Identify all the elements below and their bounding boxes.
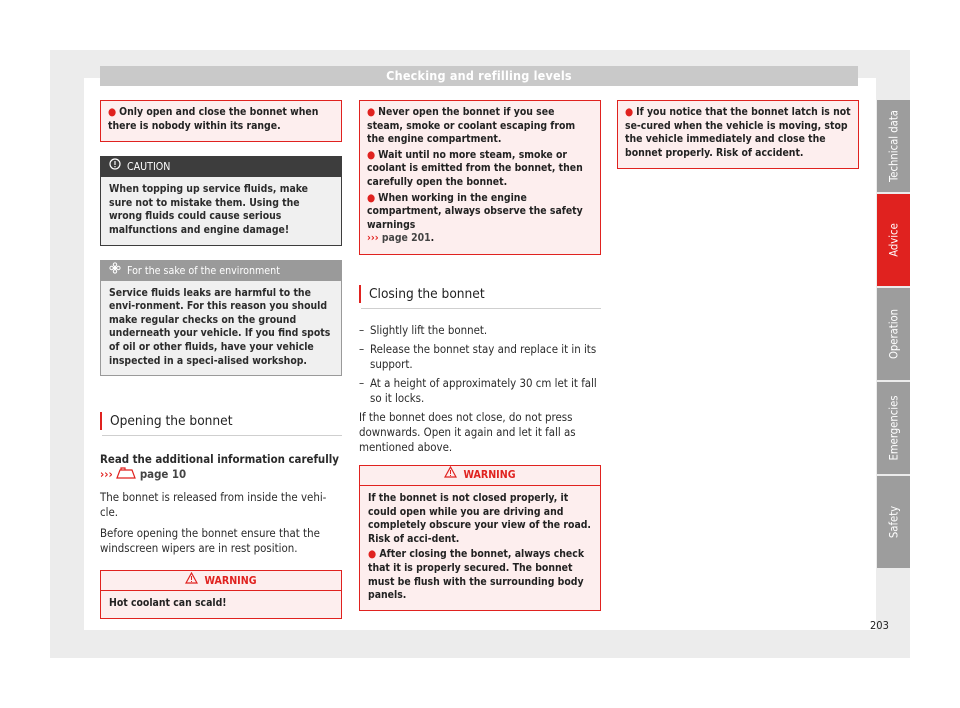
column-2 (359, 100, 601, 611)
book-icon (116, 467, 136, 484)
warning-bullet: ● Only open and close the bonnet when there is nobody within its range. (108, 106, 319, 132)
list-item: – Release the bonnet stay and replace it in its support. (359, 341, 597, 371)
warning-continuation-box (359, 100, 601, 255)
bullet-icon: ● (625, 106, 634, 118)
page-reference-link[interactable]: ››› page 10 (100, 467, 186, 481)
bullet-icon: ● (368, 548, 380, 561)
warning-header (101, 571, 341, 591)
bullet-icon: ● (108, 106, 117, 118)
page-reference-link[interactable]: ››› page 201 (367, 232, 431, 245)
tab-safety[interactable]: Safety (877, 476, 910, 568)
warning-bullet: ● Never open the bonnet if you see steam, smoke or coolant escaping from the engine compartment. (367, 106, 576, 146)
list-item: – At a height of approximately 30 cm let it fall so it locks. (359, 375, 597, 405)
tab-advice[interactable]: Advice (877, 194, 910, 286)
warning-triangle-icon (444, 465, 457, 485)
flower-icon (109, 261, 121, 281)
warning-box (359, 465, 601, 611)
warning-bullet: ● If you notice that the bonnet latch is not se-cured when the vehicle is moving, stop the vehicle immediately and close the bonnet properly. Risk of accident. (625, 106, 851, 159)
paragraph: Before opening the bonnet ensure that the windscreen wipers are in rest position. (100, 526, 320, 556)
tab-operation[interactable]: Operation (877, 288, 910, 380)
warning-continuation-box (617, 100, 859, 169)
page-number: 203 (870, 619, 889, 632)
chapter-header: Checking and refilling levels (100, 66, 858, 86)
warning-box (100, 570, 342, 619)
paragraph: The bonnet is released from inside the vehi-cle. (100, 490, 327, 520)
environment-label: For the sake of the environment (127, 264, 280, 277)
section-title-closing: Closing the bonnet (359, 285, 601, 303)
warning-bullet: ● Wait until no more steam, smoke or coolant is emitted from the bonnet, then carefully open the bonnet. (367, 148, 583, 188)
warning-bullet: ● When working in the engine compartment, always observe the safety warnings ››› page 201. (367, 191, 583, 245)
caution-label: CAUTION (127, 161, 171, 174)
column-1 (100, 100, 342, 619)
warning-triangle-icon (185, 571, 198, 591)
warning-text: If the bonnet is not closed properly, it could open while you are driving and completely obscure your view of the road. Risk of acci-dent. (368, 491, 591, 545)
bullet-icon: ● (367, 191, 376, 204)
caution-header (101, 157, 341, 177)
paragraph: If the bonnet does not close, do not press downwards. Open it again and let it fall as mentioned above. (359, 409, 576, 454)
caution-text: When topping up service fluids, make sure not to mistake them. Using the wrong fluids could cause serious malfunctions and engine damage! (109, 183, 309, 236)
warning-text: Hot coolant can scald! (109, 597, 227, 610)
read-more-note: Read the additional information carefully ››› page 10 (100, 452, 342, 484)
tab-emergencies[interactable]: Emergencies (877, 382, 910, 474)
warning-label: WARNING (463, 469, 516, 482)
bullet-icon: ● (367, 106, 376, 118)
warning-body (360, 486, 600, 610)
warning-label: WARNING (204, 574, 257, 587)
warning-continuation-box (100, 100, 342, 142)
environment-header (101, 261, 341, 281)
caution-box (100, 156, 342, 245)
warning-header (360, 466, 600, 486)
chapter-tabs (877, 100, 910, 570)
info-icon (109, 157, 121, 177)
environment-text: Service fluids leaks are harmful to the envi-ronment. For this reason you should make regular checks on the ground underneath your vehicle. If you find spots of oil or other fluids, have your vehicle inspected in a speci-alised workshop. (109, 286, 331, 367)
tab-technical-data[interactable]: Technical data (877, 100, 910, 192)
bullet-icon: ● (367, 148, 376, 161)
environment-box (100, 260, 342, 377)
list-item: – Slightly lift the bonnet. (359, 322, 488, 337)
steps-list (359, 323, 601, 406)
column-3 (617, 100, 859, 169)
section-title-opening: Opening the bonnet (100, 412, 342, 430)
warning-bullet: ● After closing the bonnet, always check that it is properly secured. The bonnet must be flush with the surrounding body panels. (368, 548, 585, 602)
